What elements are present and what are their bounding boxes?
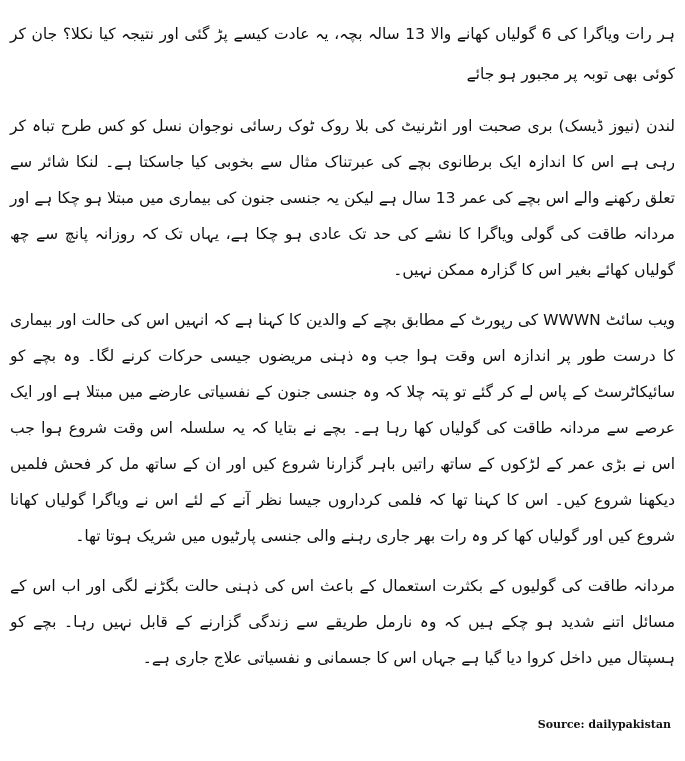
article xyxy=(10,14,675,690)
source-credit: Source: dailypakistan xyxy=(537,718,671,731)
article-paragraph-3: مردانہ طاقت کی گولیوں کے بکثرت استعمال کے باعث اس کی ذہنی حالت بگڑنے لگی اور اب اس کے مسائل اتنے شدید ہو چکے ہیں کہ وہ نارمل طریقے سے زندگی گزارنے کے قابل نہیں رہا۔ بچے کو ہسپتال میں داخل کروا دیا گیا ہے جہاں اس کا جسمانی و نفسیاتی علاج جاری ہے۔ xyxy=(10,577,675,667)
article-headline: ہر رات ویاگرا کی 6 گولیاں کھانے والا 13 سالہ بچہ، یہ عادت کیسے پڑ گئی اور نتیجہ کیا نکلا؟ جان کر کوئی بھی توبہ پر مجبور ہو جائے xyxy=(10,25,676,83)
article-paragraph-1: لندن (نیوز ڈیسک) بری صحبت اور انٹرنیٹ کی بلا روک ٹوک رسائی نوجوان نسل کو کس طرح تباہ کر رہی ہے اس کا اندازہ ایک برطانوی بچے کی عبرتناک مثال سے بخوبی کیا جاسکتا ہے۔ لنکا شائر سے تعلق رکھنے والے اس بچے کی عمر 13 سال ہے لیکن یہ جنسی جنون کی بیماری میں مبتلا ہو چکا ہے اور مردانہ طاقت کی گولی ویاگرا کا نشے کی حد تک عادی ہو چکا ہے، یہاں تک کہ روزانہ پانچ سے چھ گولیاں کھائے بغیر اس کا گزارہ ممکن نہیں۔ xyxy=(10,117,675,279)
article-paragraph-2: ویب سائٹ WWWN کی رپورٹ کے مطابق بچے کے والدین کا کہنا ہے کہ انہیں اس کی حالت اور بیماری کا درست طور پر اندازہ اس وقت ہوا جب وہ ذہنی مریضوں جیسی حرکات کرنے لگا۔ وہ بچے کو سائیکاٹرسٹ کے پاس لے کر گئے تو پتہ چلا کہ وہ جنسی جنون کے نفسیاتی عارضے میں مبتلا ہے اور ایک عرصے سے مردانہ طاقت کی گولیاں کھا رہا ہے۔ بچے نے بتایا کہ یہ سلسلہ اس وقت شروع ہوا جب اس نے بڑی عمر کے لڑکوں کے ساتھ راتیں باہر گزارنا شروع کیں اور ان کے ساتھ مل کر فحش فلمیں دیکھنا شروع کیں۔ اس کا کہنا تھا کہ فلمی کرداروں جیسا نظر آنے کے لئے اس نے ویاگرا گولیاں کھانا شروع کیں اور گولیاں کھا کر وہ رات بھر جاری رہنے والی جنسی پارٹیوں میں شریک ہوتا تھا۔ xyxy=(10,311,675,545)
